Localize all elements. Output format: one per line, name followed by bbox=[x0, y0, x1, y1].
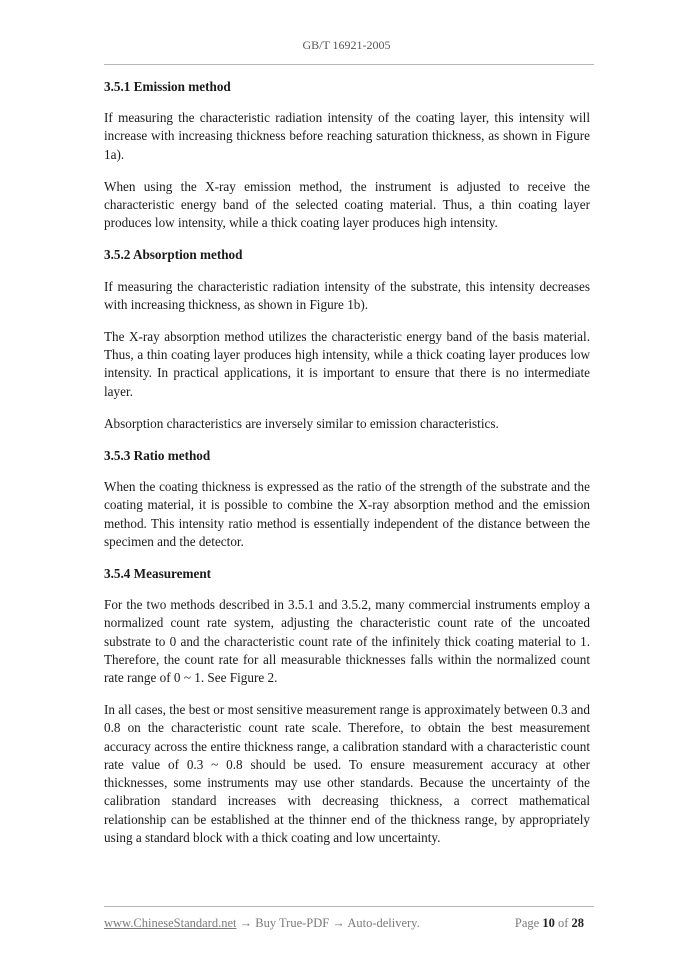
auto-delivery-text: Auto-delivery. bbox=[347, 916, 420, 930]
section-heading: 3.5.2 Absorption method bbox=[104, 247, 243, 263]
document-body bbox=[104, 78, 590, 861]
section-absorption-method bbox=[104, 246, 590, 433]
header-divider bbox=[104, 64, 594, 65]
paragraph: Absorption characteristics are inversely similar to emission characteristics. bbox=[104, 415, 499, 431]
paragraph: When the coating thickness is expressed as the ratio of the strength of the substrate and the coating material, it is possible to combine the X-ray absorption method and the emission method. This intensity ratio method is essentially independent of the distance between the specimen and the detector. bbox=[104, 479, 590, 549]
paragraph: The X-ray absorption method utilizes the characteristic energy band of the basis material. Thus, a thin coating layer produces high intensity, while a thick coating layer produces low intensity. In practical applications, it is important to ensure that there is no intermediate layer. bbox=[104, 329, 590, 399]
of-label: of bbox=[557, 916, 569, 930]
buy-pdf-text: Buy True-PDF bbox=[255, 916, 330, 930]
section-heading: 3.5.3 Ratio method bbox=[104, 448, 211, 464]
page-label: Page bbox=[514, 916, 540, 930]
section-measurement bbox=[104, 565, 590, 847]
section-heading: 3.5.1 Emission method bbox=[104, 79, 231, 94]
paragraph: In all cases, the best or most sensitive measurement range is approximately between 0.3 and 0.8 on the characteristic count rate scale. Therefore, to obtain the best measurement accuracy across the entire thickness range, a calibration standard with a characteristic count rate value of 0.3 ~ 0.8 should be used. To ensure measurement accuracy at other thicknesses, some instruments may use other standards. Because the uncertainty of the calibration standard increases with decreasing thickness, a correct mathematical relationship can be established at the thinner end of the thickness range, by appropriately using a standard block with a thick coating and low uncertainty. bbox=[104, 702, 590, 845]
page-header: GB/T 16921-2005 bbox=[302, 38, 391, 52]
total-pages: 28 bbox=[571, 916, 584, 930]
footer-divider bbox=[104, 906, 594, 907]
paragraph: For the two methods described in 3.5.1 and 3.5.2, many commercial instruments employ a normalized count rate system, adjusting the characteristic count rate of the uncoated substrate to 0 and the characteristic count rate of the infinitely thick coating material to 1. Therefore, the count rate for all measurable thicknesses falls within the normalized count rate range of 0 ~ 1. See Figure 2. bbox=[104, 597, 590, 686]
arrow-right-icon: → bbox=[239, 916, 253, 930]
page-number: 10 bbox=[542, 916, 555, 930]
paragraph: If measuring the characteristic radiation intensity of the substrate, this intensity decreases with increasing thickness, as shown in Figure 1b). bbox=[104, 278, 590, 312]
section-heading: 3.5.4 Measurement bbox=[104, 566, 212, 582]
footer-promo bbox=[104, 916, 420, 931]
site-link[interactable]: www.ChineseStandard.net bbox=[104, 916, 237, 930]
section-ratio-method bbox=[104, 447, 590, 551]
paragraph: If measuring the characteristic radiation intensity of the coating layer, this intensity will increase with increasing thickness before reaching saturation thickness, as shown in Figure 1a). bbox=[104, 110, 590, 162]
arrow-right-icon: → bbox=[332, 916, 345, 930]
page-counter bbox=[515, 916, 584, 931]
paragraph: When using the X-ray emission method, the instrument is adjusted to receive the characteristic energy band of the selected coating material. Thus, a thin coating layer produces low intensity, while a thick coating layer produces high intensity. bbox=[104, 178, 590, 231]
section-emission-method bbox=[104, 78, 590, 232]
